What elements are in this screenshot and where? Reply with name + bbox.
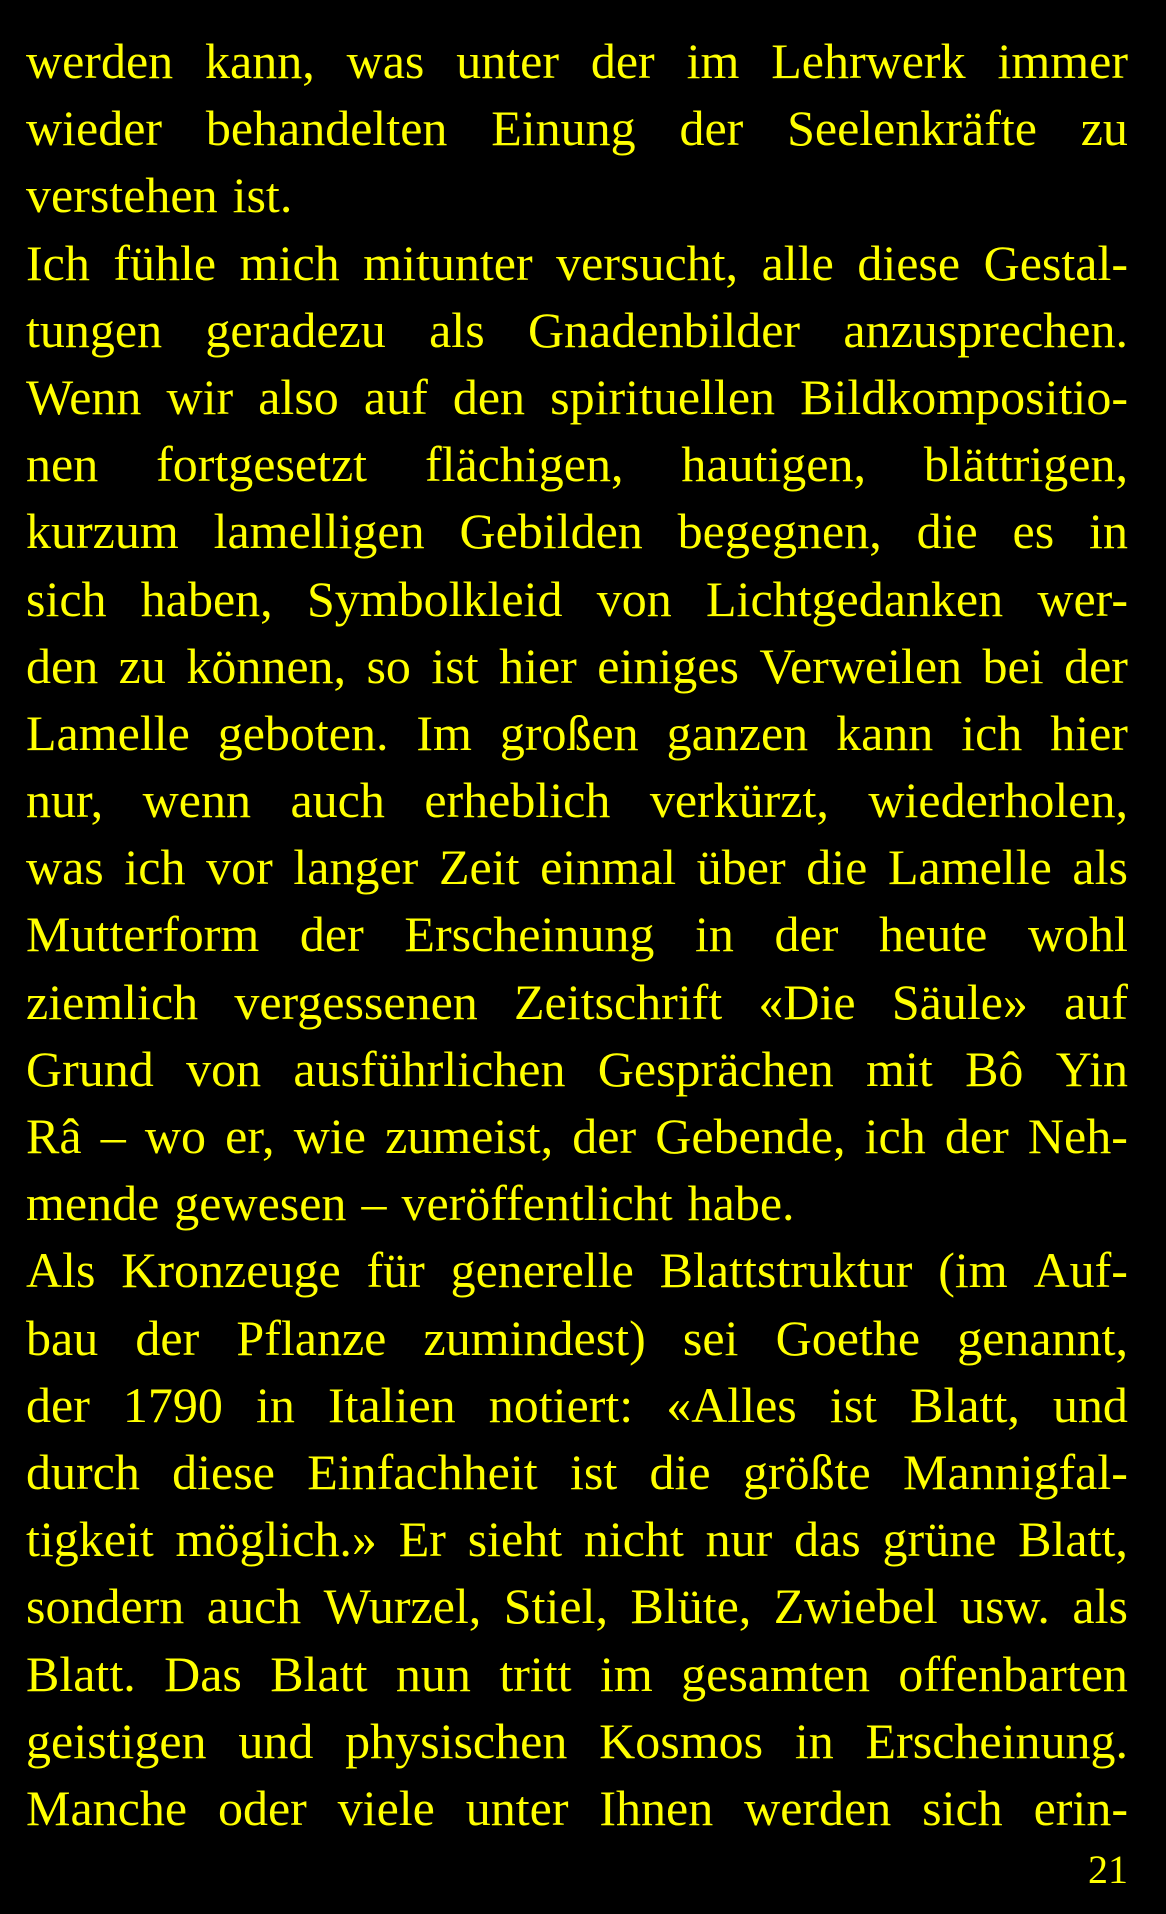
word: durch — [26, 1443, 140, 1500]
word: möglich.» — [175, 1511, 377, 1568]
word: «Die — [758, 973, 856, 1030]
word: als — [1072, 1578, 1128, 1635]
word: usw. — [960, 1578, 1050, 1635]
word: heute — [879, 906, 988, 963]
word: tritt — [499, 1645, 572, 1702]
word: Gebende, — [655, 1108, 846, 1164]
word: der — [135, 1309, 200, 1366]
word: Pflanze — [236, 1309, 387, 1366]
word: Erscheinung. — [865, 1712, 1128, 1769]
word: unter — [456, 33, 559, 89]
word: Manche — [26, 1779, 188, 1836]
word: diese — [857, 234, 961, 291]
word: Neh- — [1027, 1108, 1128, 1164]
text-line — [26, 1170, 1128, 1237]
word: geboten. — [217, 704, 389, 761]
word: Blatt — [270, 1645, 368, 1702]
word: spirituellen — [550, 368, 776, 425]
word: es — [1012, 503, 1055, 560]
word: Blattstruktur — [659, 1242, 913, 1299]
text-line — [26, 1036, 1128, 1103]
word: (im — [938, 1242, 1008, 1299]
word: Blüte, — [630, 1578, 752, 1635]
word: wir — [166, 368, 234, 425]
word: über — [696, 839, 786, 896]
word: wenn — [142, 772, 251, 829]
word: Mutterform — [26, 906, 260, 963]
word: sei — [682, 1309, 739, 1366]
word: vergessenen — [234, 973, 478, 1030]
word: nur — [705, 1511, 773, 1568]
word: auf — [363, 368, 428, 425]
word: Zeit — [438, 839, 520, 896]
word: erin- — [1033, 1779, 1128, 1836]
word: Gnadenbilder — [527, 301, 801, 358]
word: 1790 — [122, 1376, 223, 1433]
word: Einfachheit — [307, 1443, 538, 1500]
word: großen — [499, 704, 639, 761]
word: auf — [1064, 973, 1128, 1030]
word: Italien — [327, 1376, 456, 1433]
word: Kronzeuge — [121, 1242, 341, 1299]
word: von — [186, 1040, 262, 1097]
word: Goethe — [775, 1309, 921, 1366]
word: diese — [172, 1443, 275, 1500]
text-line — [26, 834, 1128, 901]
word: fühle — [113, 234, 217, 291]
word: in — [255, 1376, 295, 1433]
word: im — [599, 1645, 653, 1702]
text-line — [26, 498, 1128, 565]
word: veröffentlicht — [401, 1175, 673, 1232]
text-line — [26, 700, 1128, 767]
word: Säule» — [891, 973, 1028, 1030]
word: hautigen, — [681, 436, 866, 493]
word: sich — [922, 1779, 1003, 1836]
word: Verweilen — [759, 637, 963, 694]
word: der — [1064, 637, 1128, 694]
word: immer — [997, 33, 1128, 89]
word: zu — [118, 637, 166, 694]
word: wohl — [1027, 906, 1128, 963]
word: ich — [961, 704, 1023, 761]
word: Bô — [965, 1040, 1024, 1097]
word: Stiel, — [503, 1578, 608, 1635]
word: auch — [290, 772, 385, 829]
text-line — [26, 95, 1128, 162]
word: Gebilden — [459, 503, 643, 560]
word: unter — [465, 1779, 569, 1836]
word: von — [596, 570, 672, 627]
text-line — [26, 162, 1128, 229]
word: kann, — [205, 33, 315, 89]
word: Zwiebel — [773, 1578, 938, 1635]
word: viele — [337, 1779, 435, 1836]
word: ausführlichen — [293, 1040, 566, 1097]
word: blättrigen, — [923, 436, 1128, 493]
word: ich — [124, 839, 186, 896]
text-line — [26, 566, 1128, 633]
text-line — [26, 230, 1128, 297]
word: erheblich — [424, 772, 611, 829]
word: ist — [829, 1376, 878, 1433]
text-line — [26, 1305, 1128, 1372]
word: hier — [499, 637, 577, 694]
word: vor — [206, 839, 273, 896]
word: was — [26, 839, 104, 896]
word: versucht, — [556, 234, 739, 291]
word: – — [100, 1108, 126, 1164]
word: Ich — [26, 234, 90, 291]
word: Yin — [1055, 1040, 1128, 1097]
word: Mannigfal- — [902, 1443, 1128, 1500]
word: langer — [293, 839, 419, 896]
word: einmal — [540, 839, 677, 896]
word: geistigen — [26, 1712, 207, 1769]
text-line — [26, 1573, 1128, 1640]
word: der — [572, 1108, 637, 1164]
word: und — [1052, 1376, 1128, 1433]
word: ist — [431, 637, 479, 694]
word: so — [366, 637, 411, 694]
word: Als — [26, 1242, 96, 1299]
word: für — [366, 1242, 425, 1299]
word: lamelligen — [213, 503, 425, 560]
word: Bildkompositio- — [800, 368, 1128, 425]
word: alle — [761, 234, 834, 291]
word: bau — [26, 1309, 99, 1366]
word: hier — [1050, 704, 1128, 761]
word: einiges — [597, 637, 739, 694]
word: Lamelle — [887, 839, 1052, 896]
word: in — [794, 1712, 834, 1769]
word: die — [806, 839, 868, 896]
word: physischen — [345, 1712, 568, 1769]
word: der — [774, 906, 839, 963]
word: der — [679, 100, 744, 157]
text-line — [26, 767, 1128, 834]
word: «Alles — [666, 1376, 797, 1433]
word: Lichtgedanken — [706, 570, 1004, 627]
word: als — [1072, 839, 1128, 896]
word: zumeist, — [385, 1108, 554, 1164]
word: Zeitschrift — [513, 973, 723, 1030]
word: ganzen — [666, 704, 809, 761]
text-line — [26, 28, 1128, 95]
word: sondern — [26, 1578, 185, 1635]
word: Blatt, — [910, 1376, 1020, 1433]
word: Kosmos — [599, 1712, 764, 1769]
word: behandelten — [205, 100, 448, 157]
word: Râ — [26, 1108, 82, 1164]
word: gesamten — [681, 1645, 870, 1702]
word: anzusprechen. — [843, 301, 1128, 358]
text-line — [26, 1439, 1128, 1506]
word: kann — [836, 704, 934, 761]
word: nen — [26, 436, 99, 493]
word: können, — [186, 637, 347, 694]
word: Gesprächen — [597, 1040, 834, 1097]
word: tigkeit — [26, 1511, 154, 1568]
word: bei — [982, 637, 1044, 694]
word: haben, — [140, 570, 273, 627]
word: verkürzt, — [649, 772, 829, 829]
text-line — [26, 1708, 1128, 1775]
word: im — [686, 33, 740, 89]
word: begegnen, — [677, 503, 882, 560]
word: den — [26, 637, 99, 694]
word: mich — [239, 234, 340, 291]
word: wie — [293, 1108, 366, 1164]
word: Er — [398, 1511, 446, 1568]
word: ist. — [232, 167, 293, 224]
word: als — [429, 301, 485, 358]
word: mende — [26, 1175, 160, 1232]
word: Das — [164, 1645, 242, 1702]
word: nicht — [583, 1511, 684, 1568]
word: sieht — [467, 1511, 563, 1568]
text-line — [26, 1103, 1128, 1170]
word: größte — [742, 1443, 871, 1500]
word: Blatt. — [26, 1645, 136, 1702]
word: die — [649, 1443, 711, 1500]
text-line — [26, 1237, 1128, 1304]
word: – — [361, 1175, 387, 1232]
word: was — [346, 33, 425, 89]
word: Blatt, — [1018, 1511, 1128, 1568]
word: verstehen — [26, 167, 218, 224]
word: habe. — [687, 1175, 795, 1232]
word: oder — [217, 1779, 307, 1836]
word: wo — [144, 1108, 206, 1164]
word: und — [238, 1712, 314, 1769]
word: also — [258, 368, 339, 425]
word: Wenn — [26, 368, 142, 425]
word: ziemlich — [26, 973, 199, 1030]
word: in — [694, 906, 734, 963]
word: zu — [1080, 100, 1128, 157]
word: tungen — [26, 301, 163, 358]
word: grüne — [882, 1511, 997, 1568]
word: mitunter — [363, 234, 533, 291]
word: sich — [26, 570, 107, 627]
word: flächigen, — [424, 436, 624, 493]
word: Lamelle — [26, 704, 190, 761]
word: Ihnen — [599, 1779, 714, 1836]
word: er, — [225, 1108, 275, 1164]
word: nun — [395, 1645, 471, 1702]
word: werden — [26, 33, 174, 89]
word: zumindest) — [423, 1309, 646, 1366]
word: kurzum — [26, 503, 179, 560]
word: Auf- — [1033, 1242, 1128, 1299]
word: offenbarten — [898, 1645, 1128, 1702]
word: nur, — [26, 772, 104, 829]
text-line — [26, 633, 1128, 700]
word: notiert: — [488, 1376, 634, 1433]
word: Einung — [491, 100, 636, 157]
word: der — [944, 1108, 1009, 1164]
word: Gestal- — [983, 234, 1128, 291]
word: wieder — [26, 100, 163, 157]
word: auch — [206, 1578, 302, 1635]
text-line — [26, 431, 1128, 498]
text-line — [26, 969, 1128, 1036]
word: das — [794, 1511, 861, 1568]
text-line — [26, 364, 1128, 431]
word: ist — [569, 1443, 618, 1500]
text-line — [26, 1372, 1128, 1439]
text-line — [26, 1775, 1128, 1842]
word: Seelenkräfte — [787, 100, 1037, 157]
word: Grund — [26, 1040, 154, 1097]
word: generelle — [450, 1242, 634, 1299]
body-text — [26, 28, 1128, 1842]
word: wer- — [1037, 570, 1128, 627]
word: mit — [866, 1040, 933, 1097]
word: werden — [744, 1779, 892, 1836]
word: Lehrwerk — [771, 33, 966, 89]
text-line — [26, 1506, 1128, 1573]
word: geradezu — [205, 301, 386, 358]
word: genannt, — [957, 1309, 1128, 1366]
word: den — [452, 368, 526, 425]
word: die — [916, 503, 978, 560]
word: gewesen — [174, 1175, 347, 1232]
word: der — [299, 906, 364, 963]
page-number: 21 — [1088, 1847, 1128, 1892]
text-line — [26, 297, 1128, 364]
word: der — [26, 1376, 90, 1433]
word: wiederholen, — [868, 772, 1128, 829]
word: ich — [864, 1108, 926, 1164]
word: in — [1089, 503, 1128, 560]
word: Erscheinung — [404, 906, 655, 963]
word: Im — [416, 704, 472, 761]
word: Symbolkleid — [306, 570, 563, 627]
text-line — [26, 901, 1128, 968]
text-line — [26, 1641, 1128, 1708]
word: fortgesetzt — [156, 436, 368, 493]
word: der — [590, 33, 655, 89]
word: Wurzel, — [323, 1578, 482, 1635]
